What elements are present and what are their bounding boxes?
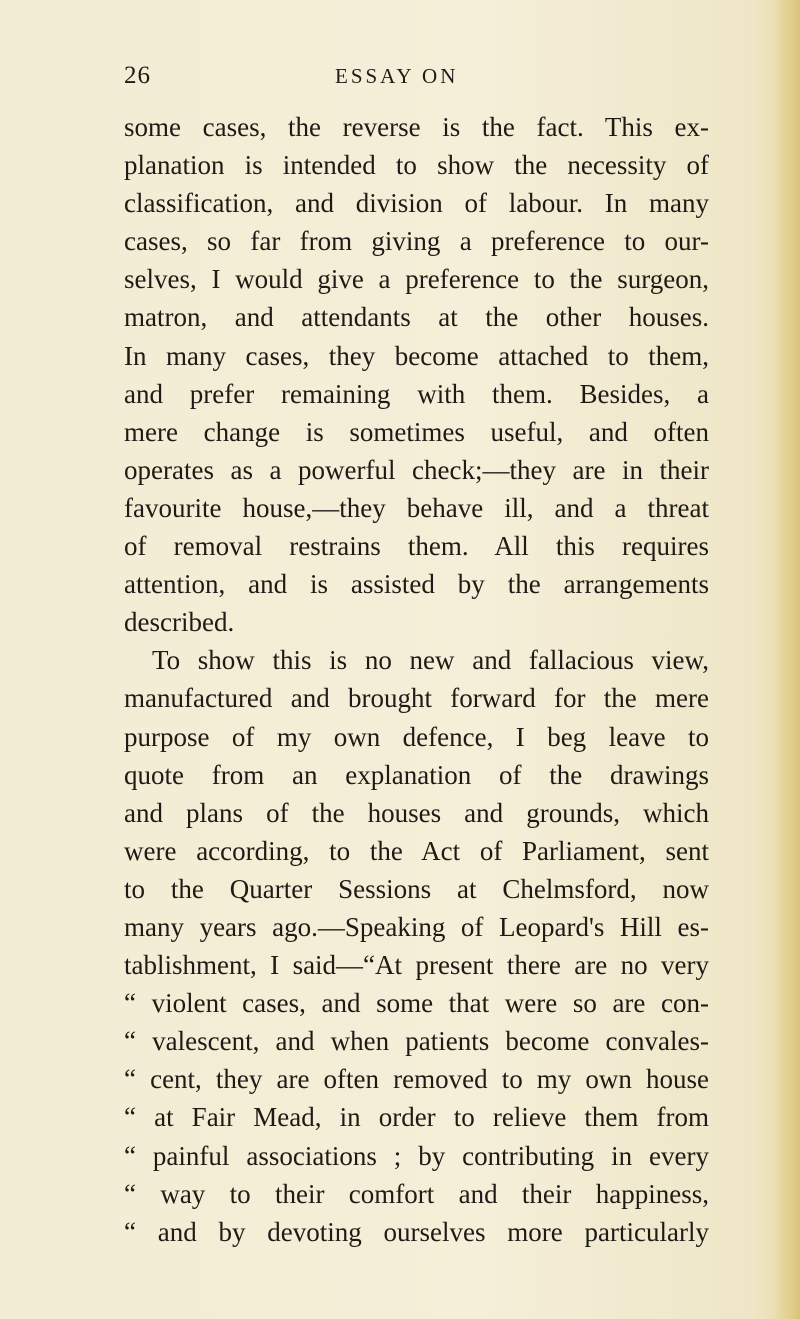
text-line: mere change is sometimes useful, and often [124, 416, 709, 447]
text-line: “ painful associations ; by contributing in every [124, 1140, 709, 1171]
text-line: classification, and division of labour. In many [124, 188, 709, 219]
text-line: “ cent, they are often removed to my own house [124, 1064, 709, 1095]
text-line: attention, and is assisted by the arrangements [124, 569, 709, 600]
text-line: favourite house,—they behave ill, and a threat [124, 492, 709, 523]
text-line: some cases, the reverse is the fact. This ex- [124, 112, 709, 142]
text-line: “ valescent, and when patients become convales- [124, 1026, 709, 1057]
text-line: tablishment, I said—“At present there are no very [124, 950, 709, 981]
text-line: To show this is no new and fallacious view, [152, 645, 709, 676]
text-line: and plans of the houses and grounds, which [124, 797, 709, 828]
text-line: “ and by devoting ourselves more particularly [124, 1216, 709, 1247]
text-line: quote from an explanation of the drawings [124, 759, 709, 790]
text-line: cases, so far from giving a preference to our- [124, 226, 709, 257]
text-line: and prefer remaining with them. Besides, a [124, 378, 709, 409]
text-line: matron, and attendants at the other houses. [124, 302, 709, 333]
text-line: selves, I would give a preference to the surgeon, [124, 264, 709, 295]
text-line: many years ago.—Speaking of Leopard's Hill es- [124, 911, 709, 942]
page-header [124, 62, 704, 92]
text-line: of removal restrains them. All this requires [124, 531, 709, 562]
text-line: “ violent cases, and some that were so are con- [124, 988, 709, 1019]
text-line: “ way to their comfort and their happiness, [124, 1178, 709, 1209]
text-line: were according, to the Act of Parliament, sent [124, 835, 709, 866]
body-text [124, 108, 709, 1251]
text-line: operates as a powerful check;—they are in their [124, 454, 709, 485]
text-line: manufactured and brought forward for the mere [124, 683, 709, 714]
text-line: In many cases, they become attached to them, [124, 340, 709, 371]
text-line: planation is intended to show the necessity of [124, 150, 709, 181]
running-head: ESSAY ON [335, 64, 459, 88]
text-line: to the Quarter Sessions at Chelmsford, now [124, 873, 709, 904]
page-edge [774, 0, 800, 1319]
text-line: purpose of my own defence, I beg leave to [124, 721, 709, 752]
text-line: “ at Fair Mead, in order to relieve them from [124, 1102, 709, 1133]
text-line: described. [124, 607, 235, 638]
page-number: 26 [124, 62, 151, 89]
